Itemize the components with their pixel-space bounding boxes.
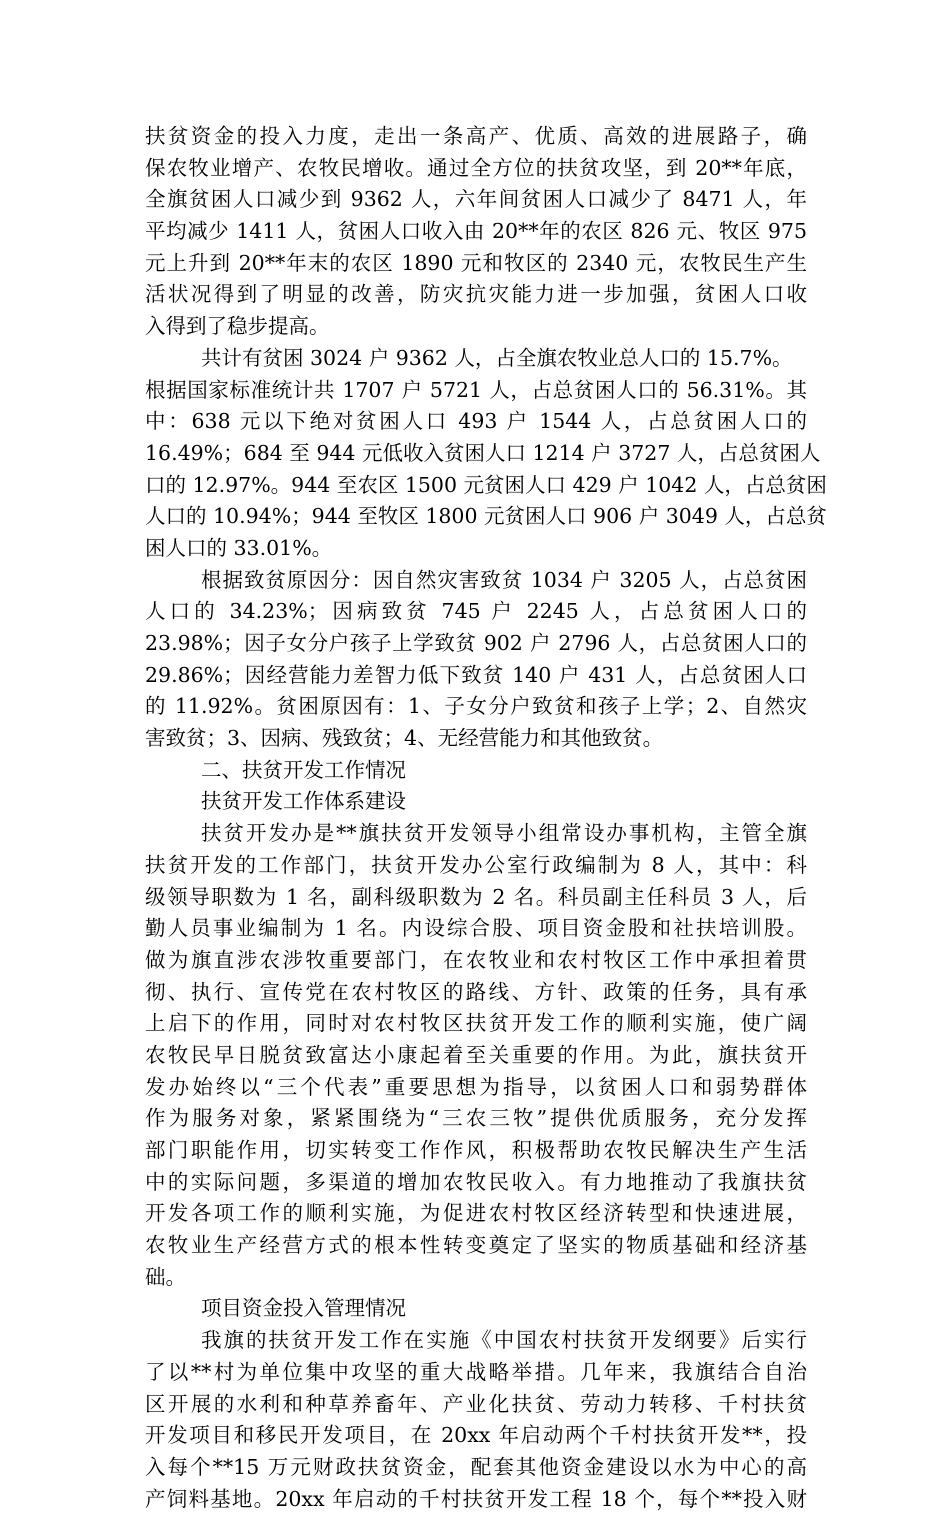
text-line: 农牧民早日脱贫致富达小康起着至关重要的作用。为此，旗扶贫开	[145, 1042, 807, 1067]
text-line: 元上升到 20**年末的农区 1890 元和牧区的 2340 元，农牧民生产生	[145, 250, 807, 275]
text-line: 区开展的水利和种草养畜年、产业化扶贫、劳动力转移、千村扶贫	[145, 1391, 807, 1416]
text-line: 发办始终以“三个代表”重要思想为指导，以贫困人口和弱势群体	[145, 1074, 807, 1099]
text-line: 开发项目和移民开发项目，在 20xx 年启动两个千村扶贫开发**，投	[145, 1423, 807, 1448]
text-line: 人口的 10.94%；944 至牧区 1800 元贫困人口 906 户 3049 人，占总贫	[145, 504, 827, 529]
text-line: 扶贫开发的工作部门，扶贫开发办公室行政编制为 8 人，其中：科	[145, 852, 807, 877]
text-line: 平均减少 1411 人，贫困人口收入由 20**年的农区 826 元、牧区 975	[145, 219, 807, 244]
text-line: 扶贫开发工作体系建设	[201, 789, 406, 814]
text-line: 保农牧业增产、农牧民增收。通过全方位的扶贫攻坚，到 20**年底，	[145, 155, 807, 180]
text-line: 部门职能作用，切实转变工作作风，积极帮助农牧民解决生产生活	[145, 1138, 807, 1162]
text-line: 彻、执行、宣传党在农村牧区的路线、方针、政策的任务，具有承	[145, 979, 807, 1004]
text-line: 困人口的 33.01%。	[145, 535, 333, 560]
text-line: 了以**村为单位集中攻坚的重大战略举措。几年来，我旗结合自治	[145, 1359, 807, 1384]
text-line: 二、扶贫开发工作情况	[201, 757, 406, 782]
text-line: 根据致贫原因分：因自然灾害致贫 1034 户 3205 人，占总贫困	[201, 567, 807, 592]
text-line: 开发各项工作的顺利实施，为促进农村牧区经济转型和快速进展，	[145, 1201, 807, 1226]
text-line: 入每个**15 万元财政扶贫资金，配套其他资金建设以水为中心的高	[145, 1454, 807, 1479]
text-line: 害致贫；3、因病、残致贫；4、无经营能力和其他致贫。	[145, 726, 664, 751]
text-line: 根据国家标准统计共 1707 户 5721 人，占总贫困人口的 56.31%。其	[145, 377, 807, 402]
text-line: 勤人员事业编制为 1 名。内设综合股、项目资金股和社扶培训股。	[145, 916, 807, 941]
text-line: 中的实际问题，多渠道的增加农牧民收入。有力地推动了我旗扶贫	[145, 1169, 807, 1194]
text-line: 扶贫开发办是**旗扶贫开发领导小组常设办事机构，主管全旗	[201, 821, 807, 846]
text-line: 项目资金投入管理情况	[201, 1296, 406, 1321]
text-line: 扶贫资金的投入力度，走出一条高产、优质、高效的进展路子，确	[145, 124, 807, 148]
document-page	[145, 121, 827, 1515]
text-line: 共计有贫困 3024 户 9362 人，占全旗农牧业总人口的 15.7%。	[201, 345, 793, 370]
text-line: 23.98%；因子女分户孩子上学致贫 902 户 2796 人，占总贫困人口的	[145, 631, 807, 655]
text-line: 中：638 元以下绝对贫困人口 493 户 1544 人，占总贫困人口的	[145, 409, 807, 434]
text-line: 的 11.92%。贫困原因有：1、子女分户致贫和孩子上学；2、自然灾	[145, 694, 807, 719]
text-line: 我旗的扶贫开发工作在实施《中国农村扶贫开发纲要》后实行	[201, 1328, 807, 1353]
text-line: 础。	[145, 1264, 186, 1289]
text-line: 级领导职数为 1 名，副科级职数为 2 名。科员副主任科员 3 人，后	[145, 884, 807, 909]
text-line: 作为服务对象，紧紧围绕为“三农三牧”提供优质服务，充分发挥	[145, 1106, 807, 1131]
text-line: 产饲料基地。20xx 年启动的千村扶贫开发工程 18 个，每个**投入财	[145, 1486, 807, 1511]
text-line: 人口的 34.23%；因病致贫 745 户 2245 人，占总贫困人口的	[145, 599, 807, 624]
text-line: 活状况得到了明显的改善，防灾抗灾能力进一步加强，贫困人口收	[145, 282, 807, 307]
text-line: 29.86%；因经营能力差智力低下致贫 140 户 431 人，占总贫困人口	[145, 662, 807, 687]
text-line: 上启下的作用，同时对农村牧区扶贫开发工作的顺利实施，使广阔	[145, 1011, 807, 1036]
text-line: 口的 12.97%。944 至农区 1500 元贫困人口 429 户 1042 人，占总贫困	[145, 472, 827, 497]
text-line: 16.49%；684 至 944 元低收入贫困人口 1214 户 3727 人，占总贫困人	[145, 440, 821, 465]
text-line: 农牧业生产经营方式的根本性转变奠定了坚实的物质基础和经济基	[145, 1233, 807, 1258]
text-line: 入得到了稳步提高。	[145, 314, 330, 339]
text-line: 做为旗直涉农涉牧重要部门，在农牧业和农村牧区工作中承担着贯	[145, 947, 807, 972]
text-line: 全旗贫困人口减少到 9362 人，六年间贫困人口减少了 8471 人，年	[145, 187, 807, 212]
